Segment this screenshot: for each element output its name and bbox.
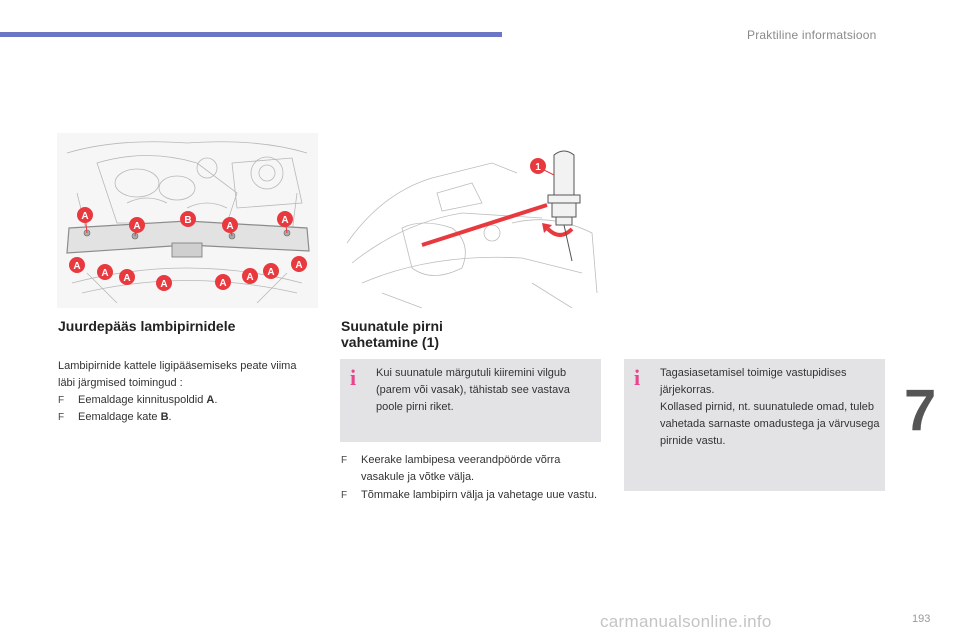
svg-text:A: A <box>160 279 168 290</box>
svg-text:A: A <box>281 215 289 226</box>
header-accent-bar <box>0 32 502 37</box>
cover-marker-b <box>180 211 196 227</box>
bolt-marker-a <box>119 269 135 285</box>
svg-text:1: 1 <box>535 162 541 173</box>
list-item: F Eemaldage kate B. <box>58 409 308 426</box>
info-icon: i <box>350 365 357 390</box>
info-text: Kui suunatule märgutuli kiiremini vilgub (parem või vasak), tähistab see vastava poole pirni riket. <box>376 367 570 413</box>
svg-text:A: A <box>295 260 303 271</box>
bolt-marker-a <box>222 217 238 233</box>
section-title: Praktiline informatsioon <box>747 28 877 42</box>
svg-text:A: A <box>219 278 227 289</box>
bolt-marker-a <box>277 211 293 227</box>
heading-indicator-bulb: Suunatule pirni vahetamine (1) <box>341 318 443 350</box>
bullet-marker: F <box>341 455 348 466</box>
list-item: F Eemaldage kinnituspoldid A. <box>58 392 308 409</box>
info-text: Tagasiasetamisel toimige vastupidises järjekorras. Kollased pirnid, nt. suunatulede omad, tuleb vahetada sarnaste omadustega ja värvusega pirnide vastu. <box>660 367 880 447</box>
svg-text:A: A <box>226 221 234 232</box>
svg-text:A: A <box>267 267 275 278</box>
bolt-marker-a <box>77 207 93 223</box>
bulb-access-text <box>58 358 308 426</box>
heading-bulb-access: Juurdepääs lambipirnidele <box>58 318 236 334</box>
bolt-marker-a <box>291 256 307 272</box>
page-number: 193 <box>912 613 931 625</box>
watermark: carmanualsonline.info <box>600 612 772 631</box>
bolt-marker-a <box>129 217 145 233</box>
bolt-marker-a <box>97 264 113 280</box>
svg-text:B: B <box>184 215 192 226</box>
bullet-marker: F <box>341 490 348 501</box>
bolt-marker-a <box>69 257 85 273</box>
indicator-steps <box>341 452 597 505</box>
bullet-marker: F <box>58 395 65 406</box>
bolt-marker-a <box>263 263 279 279</box>
bolt-marker-a <box>215 274 231 290</box>
chapter-number: 7 <box>904 378 937 443</box>
intro-text: Lambipirnide kattele ligipääsemiseks peate viima läbi järgmised toimingud : <box>58 360 297 389</box>
bolt-marker-a <box>242 268 258 284</box>
svg-text:A: A <box>123 273 131 284</box>
engine-bay-illustration <box>57 133 318 308</box>
bullet-marker: F <box>58 412 65 423</box>
svg-text:A: A <box>101 268 109 279</box>
info-box-reassembly <box>624 359 885 491</box>
svg-text:A: A <box>133 221 141 232</box>
info-box-indicator <box>340 359 601 442</box>
list-item: F Keerake lambipesa veerandpöörde võrra vasakule ja võtke välja. <box>341 452 597 486</box>
bolt-marker-a <box>156 275 172 291</box>
svg-text:A: A <box>246 272 254 283</box>
svg-text:A: A <box>81 211 89 222</box>
bulb-illustration <box>342 133 600 308</box>
list-item: F Tõmmake lambipirn välja ja vahetage uue vastu. <box>341 487 597 504</box>
info-icon: i <box>634 365 641 390</box>
svg-text:A: A <box>73 261 81 272</box>
